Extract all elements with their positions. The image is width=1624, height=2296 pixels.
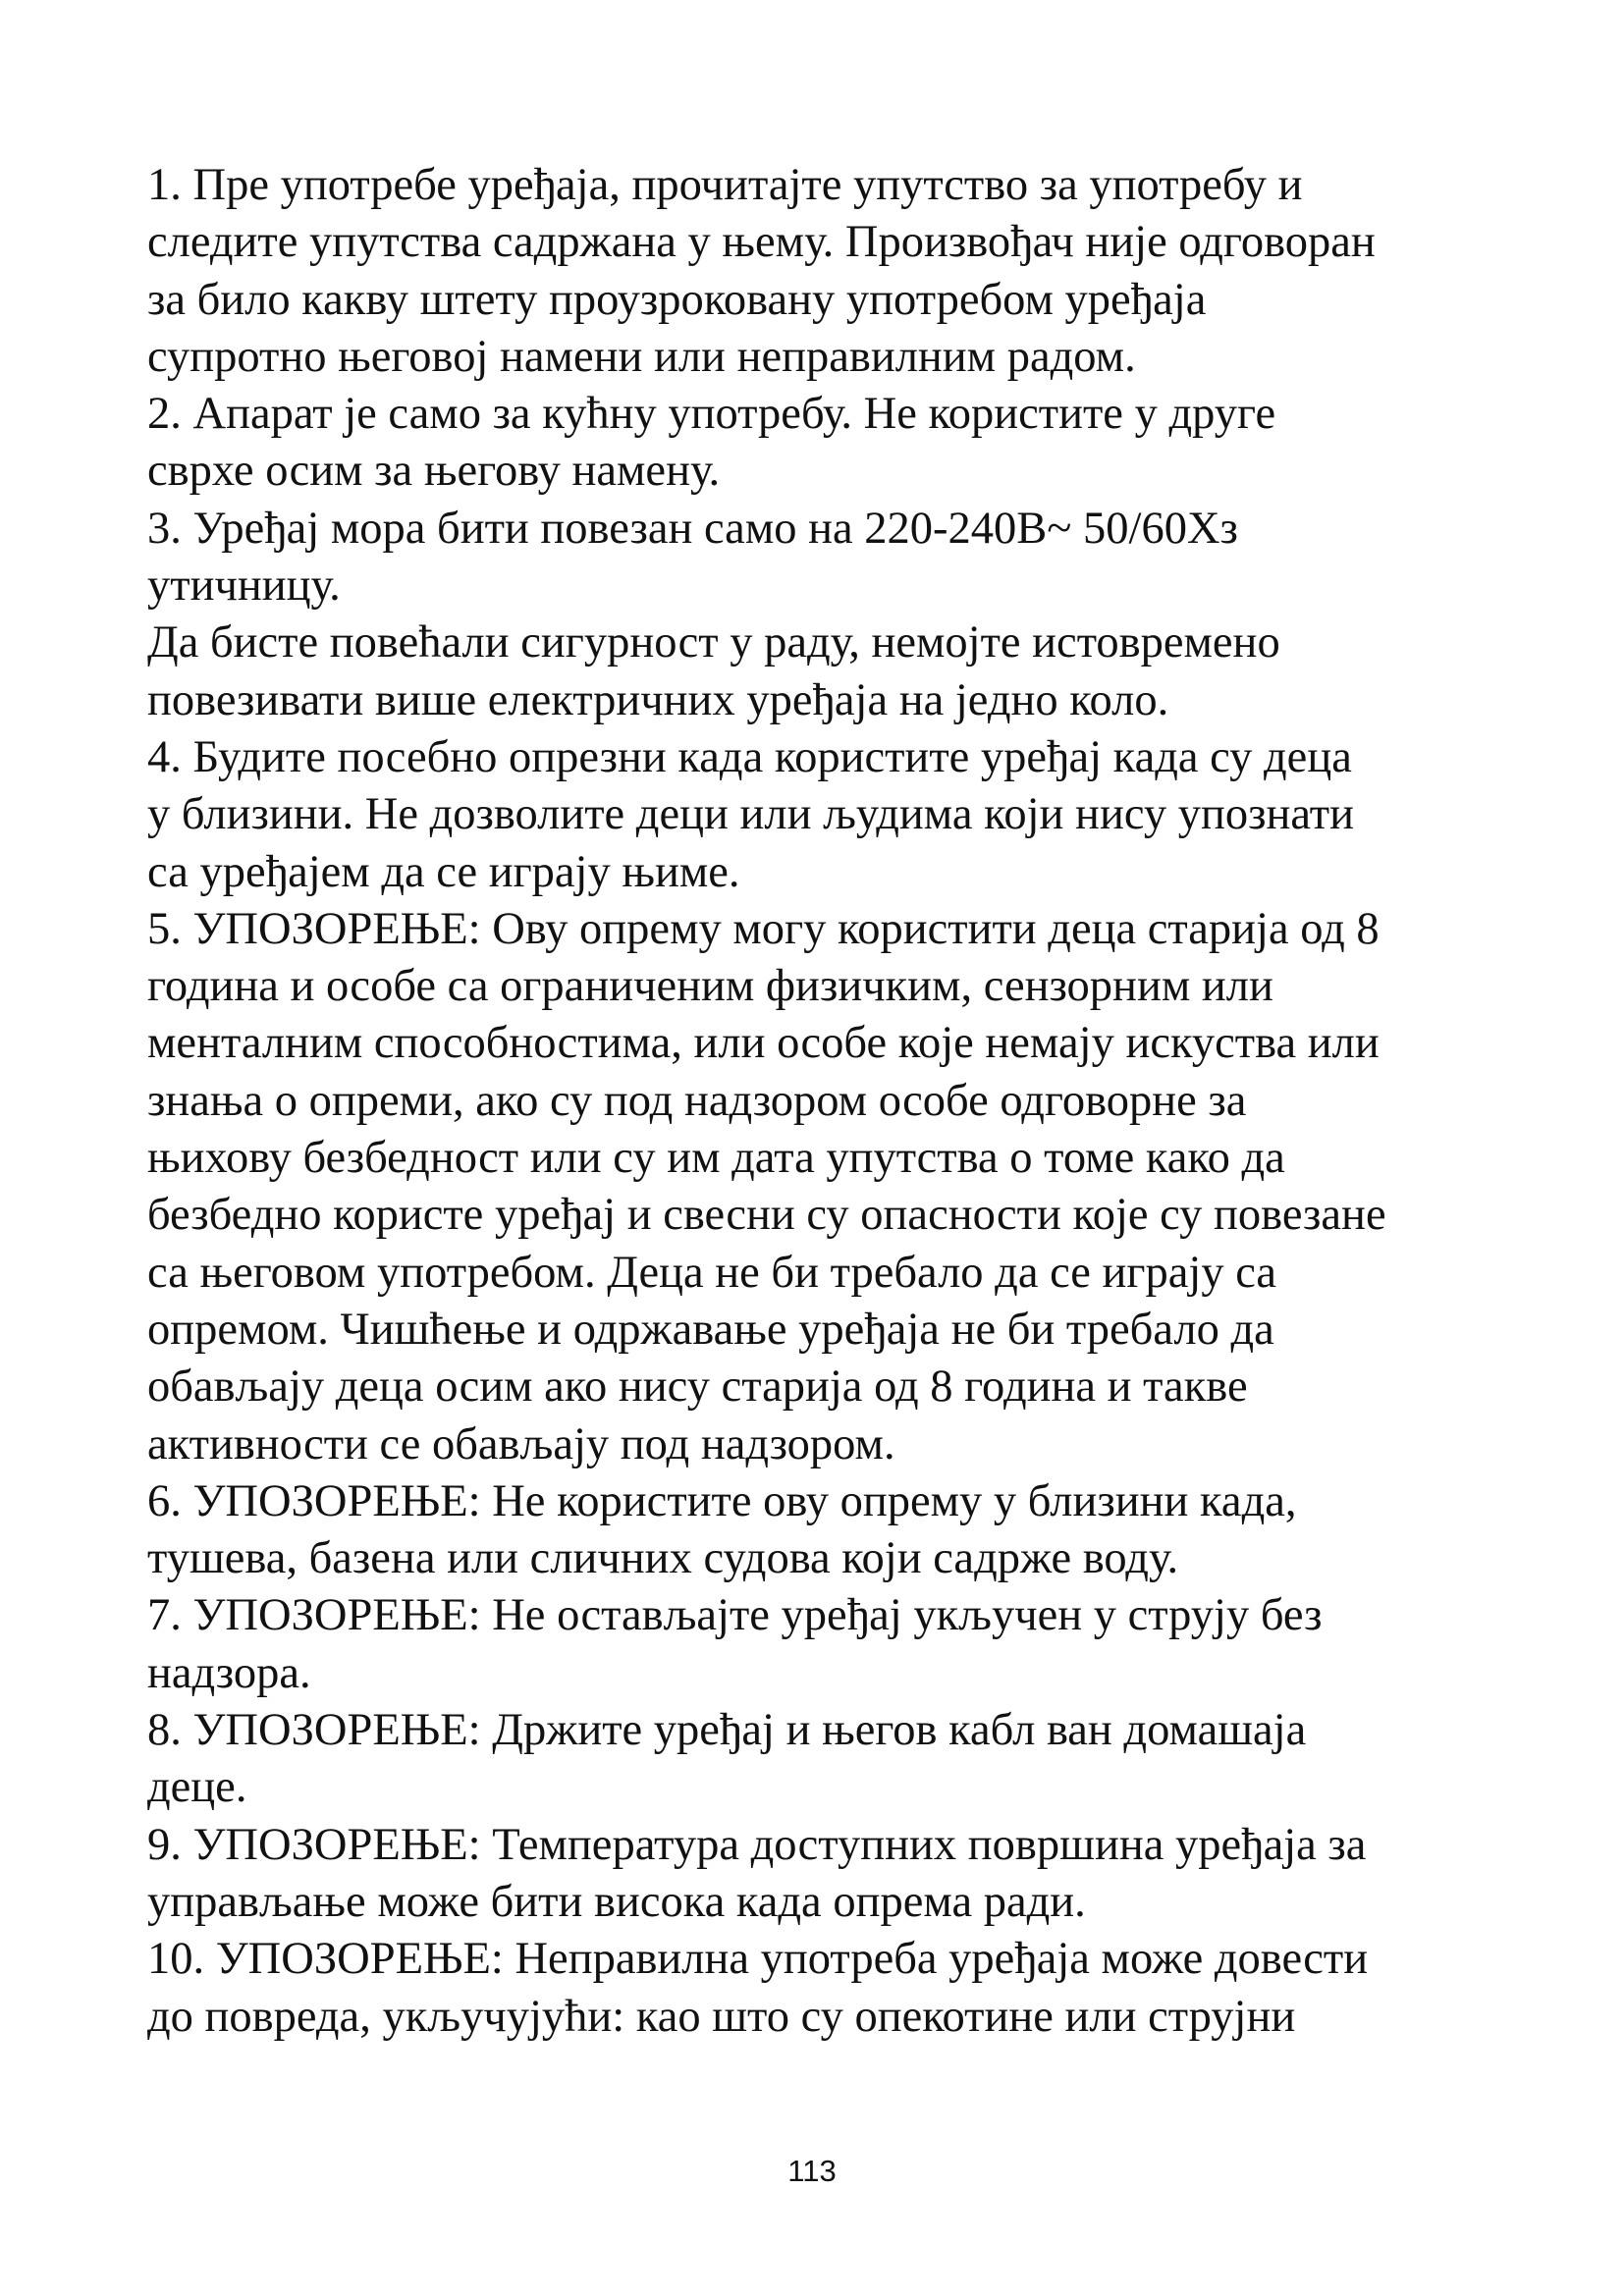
text-line: са уређајем да се играју њиме. xyxy=(147,846,740,897)
text-line: тушева, базена или сличних судова који садрже воду. xyxy=(147,1533,1179,1584)
text-line: менталним способностима, или особе које немају искуства или xyxy=(147,1018,1380,1069)
page-number: 113 xyxy=(787,2154,837,2188)
text-line: 7. УПОЗОРЕЊЕ: Не остављајте уређај укључен у струју без xyxy=(147,1590,1323,1641)
text-line: 10. УПОЗОРЕЊЕ: Неправилна употреба уређаја може довести xyxy=(147,1934,1369,1985)
instructions-text xyxy=(147,157,1522,2046)
text-line: активности се обављају под надзором. xyxy=(147,1418,895,1469)
text-line: 9. УПОЗОРЕЊЕ: Температура доступних површина уређаја за xyxy=(147,1819,1367,1870)
text-line: 5. УПОЗОРЕЊЕ: Ову опрему могу користити деца старија од 8 xyxy=(147,903,1380,954)
text-line: сврхе осим за његову намену. xyxy=(147,446,721,497)
text-line: повезивати више електричних уређаја на једно коло. xyxy=(147,674,1169,725)
text-line: 8. УПОЗОРЕЊЕ: Држите уређај и његов кабл ван домашаја xyxy=(147,1705,1307,1756)
text-line: знања о опреми, ако су под надзором особе одговорне за xyxy=(147,1075,1247,1126)
text-line: опремом. Чишћење и одржавање уређаја не би требало да xyxy=(147,1304,1274,1355)
text-line: до повреда, укључујући: као што су опекотине или струјни xyxy=(147,1991,1296,2042)
text-line: Да бисте повећали сигурност у раду, немојте истовремено xyxy=(147,617,1280,668)
text-line: за било какву штету проузроковану употребом уређаја xyxy=(147,274,1207,325)
text-line: са његовом употребом. Деца не би требало да се играју са xyxy=(147,1247,1277,1298)
text-line: 4. Будите посебно опрезни када користите уређај када су деца xyxy=(147,731,1352,782)
text-line: 1. Пре употребе уређаја, прочитајте упутство за употребу и xyxy=(147,160,1303,210)
text-line: супротно његовој намени или неправилним радом. xyxy=(147,331,1136,382)
text-line: 2. Апарат је само за кућну употребу. Не користите у друге xyxy=(147,389,1276,440)
text-line: 3. Уређај мора бити повезан само на 220-240В~ 50/60Хз xyxy=(147,503,1238,554)
text-line: безбедно користе уређај и свесни су опасности које су повезане xyxy=(147,1190,1386,1241)
text-line: утичницу. xyxy=(147,561,341,612)
text-line: деце. xyxy=(147,1762,247,1813)
text-line: следите упутства садржана у њему. Произвођач није одговоран xyxy=(147,217,1376,268)
text-line: надзора. xyxy=(147,1647,311,1698)
text-line: управљање може бити висока када опрема ради. xyxy=(147,1876,1086,1927)
text-line: 6. УПОЗОРЕЊЕ: Не користите ову опрему у близини када, xyxy=(147,1475,1297,1526)
text-line: њихову безбедност или су им дата упутства о томе како да xyxy=(147,1133,1285,1184)
text-line: у близини. Не дозволите деци или људима који нису упознати xyxy=(147,789,1355,840)
text-line: година и особе са ограниченим физичким, сензорним или xyxy=(147,961,1273,1012)
text-line: обављају деца осим ако нису старија од 8 година и такве xyxy=(147,1362,1248,1413)
